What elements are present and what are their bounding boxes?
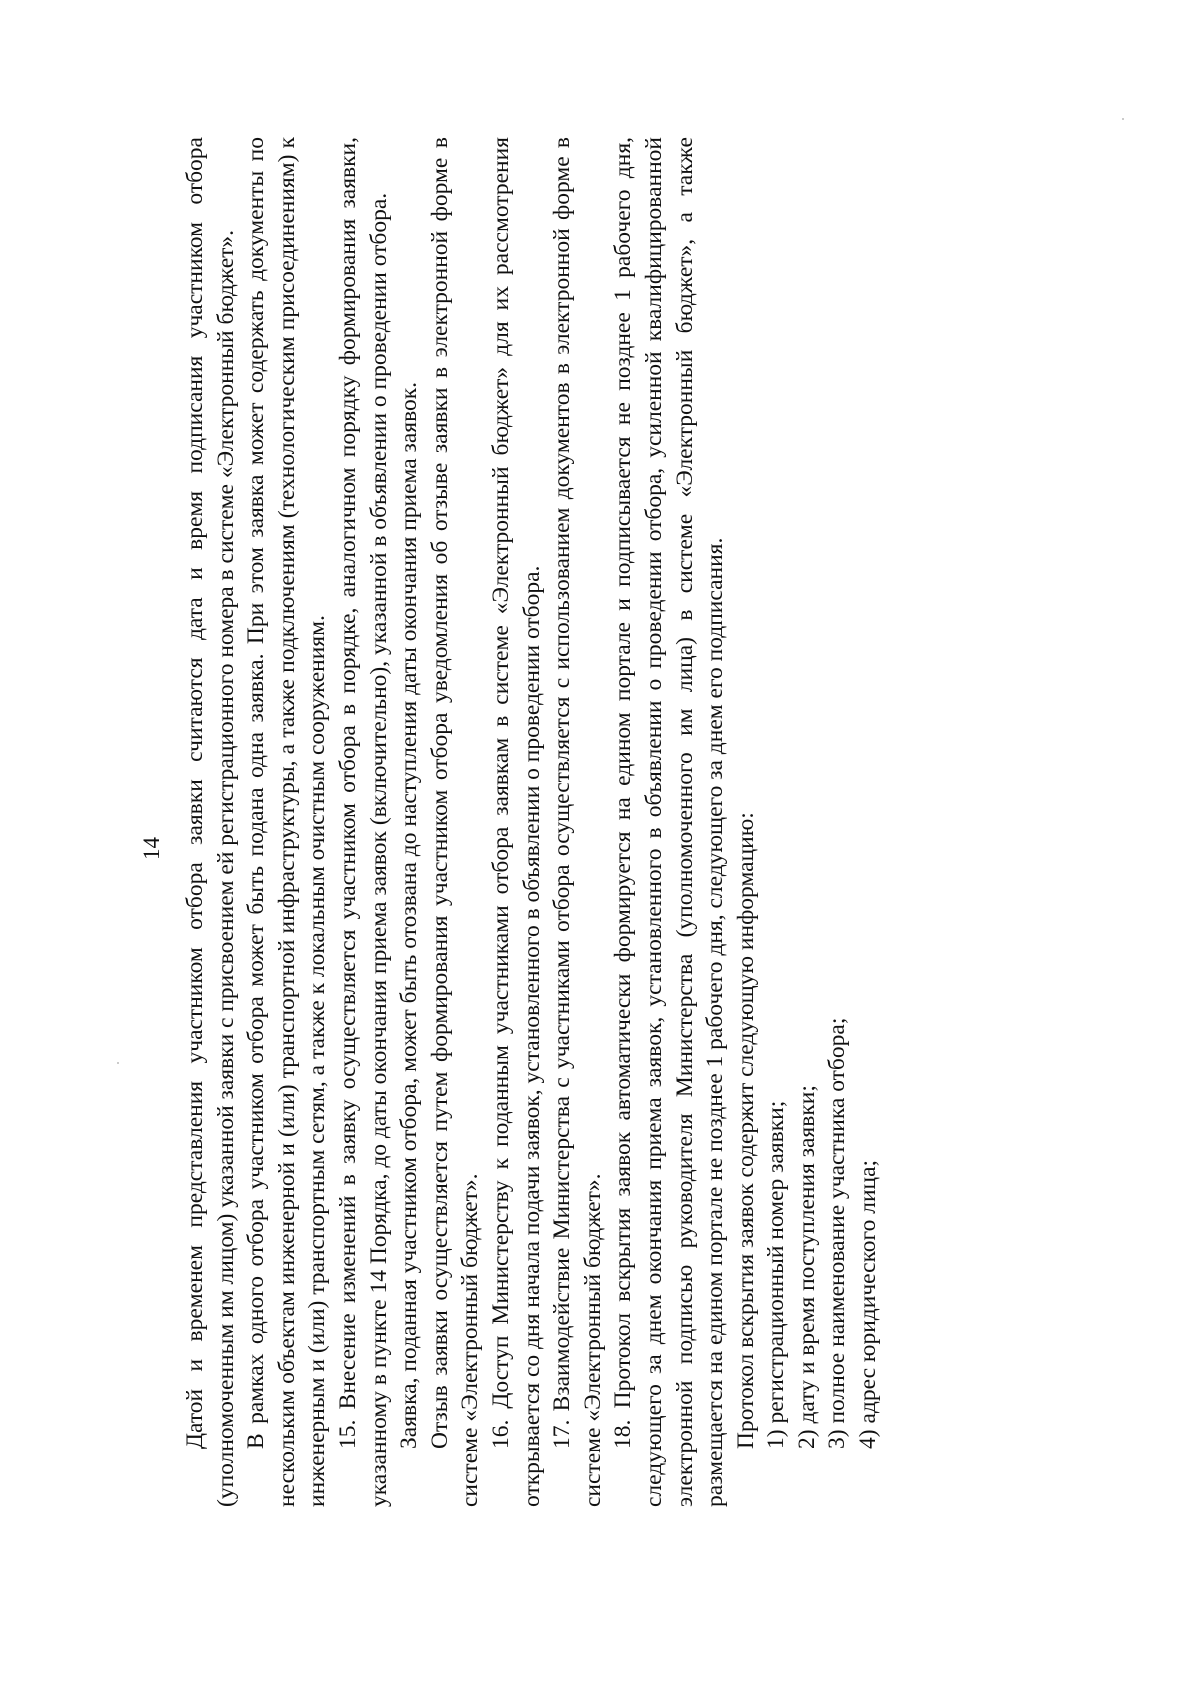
list-item: 3) полное наименование участника отбора; (824, 1017, 851, 1449)
scan-speck (1122, 118, 1124, 120)
paragraph-one-application-per-selection: В рамках одного отбора участником отбора может быть подана одна заявка. При этом заявка может содержать документы по нескольким объектам инженерной и (или) транспортной инфраструктуры, а также подключениям (технологическим присоединениям) к инженерным и (или) транспортным сетям, а также к локальным очистным сооружениям. (243, 137, 331, 1507)
paragraph-clause-17-interaction: 17. Взаимодействие Министерства с участниками отбора осуществляется с использованием документов в электронной форме в системе «Электронный бюджет». (549, 137, 606, 1507)
page-number: 14 (139, 837, 164, 860)
paragraph-withdrawal: Заявка, поданная участником отбора, может быть отозвана до наступления даты окончания приема заявок. (396, 381, 423, 1449)
paragraph-protocol-contents: Протокол вскрытия заявок содержит следующую информацию: (732, 812, 759, 1449)
scan-speck (117, 1062, 119, 1064)
list-item: 1) регистрационный номер заявки; (763, 1100, 790, 1449)
document-body (180, 137, 884, 1507)
list-item: 4) адрес юридического лица; (855, 1159, 882, 1449)
paragraph-submission-datetime: Датой и временем представления участником отбора заявки считаются дата и время подписания участником отбора (уполномоченным им лицом) указанной заявки с присвоением ей регистрационного номера в системе «Электронный бюджет». (182, 137, 239, 1507)
paragraph-clause-15-changes: 15. Внесение изменений в заявку осуществляется участником отбора в порядке, аналогичном порядку формирования заявки, указанному в пункте 14 Порядка, до даты окончания приема заявок (включительно), указанной в объявлении о проведении отбора. (334, 137, 392, 1507)
paragraph-clause-16-access: 16. Доступ Министерству к поданным участниками отбора заявкам в системе «Электронный бюджет» для их рассмотрения открывается со дня начала подачи заявок, установленного в объявлении о проведении отбора. (487, 137, 545, 1507)
list-item: 2) дату и время поступления заявки; (793, 1085, 820, 1449)
paragraph-withdrawal-notice: Отзыв заявки осуществляется путем формирования участником отбора уведомления об отзыве заявки в электронной форме в системе «Электронный бюджет». (426, 137, 484, 1507)
paragraph-clause-18-opening-protocol: 18. Протокол вскрытия заявок автоматически формируется на едином портале и подписывается не позднее 1 рабочего дня, следующего за днем окончания приема заявок, установленного в объявлении о проведении отбора, усиленной квалифицированной электронной подписью руководителя Министерства (уполномоченного им лица) в системе «Электронный бюджет», а также размещается на едином портале не позднее 1 рабочего дня, следующего за днем его подписания. (610, 137, 729, 1507)
